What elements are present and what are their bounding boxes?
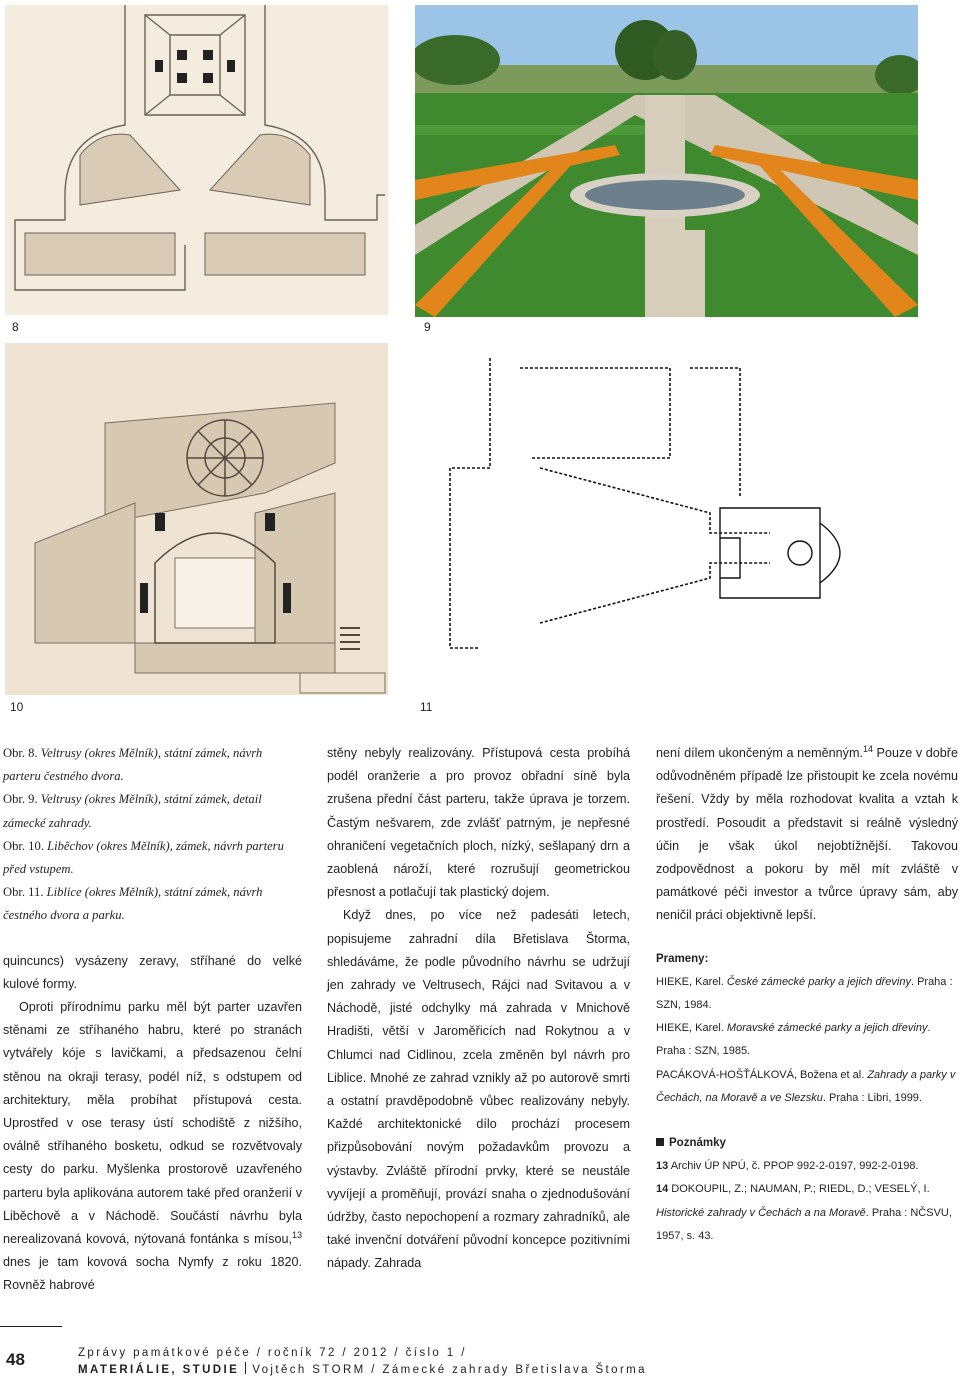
column-1-body (3, 950, 302, 1298)
caption-9: Obr. 9. Veltrusy (okres Mělník), státní zámek, detail zámecké zahrady. (3, 792, 262, 830)
paragraph: není dílem ukončeným a neměnným.$^{14}$ Pouze v dobře odůvodněném případě lze přistoupit ke zcela novému řešení. Vždy by měla rozhodovat kvalita a vztah k prostředí. Posoudit a představit si reálně výsledný účin je však úkol nejobtížnější. Takovou zodpovědnost a pokoru by měl mít zvláště v památkové péči investor a tvůrce úpravy sám, aby neničil práci objektivně lepší. (656, 743, 958, 923)
sources-heading: Prameny: (656, 952, 709, 965)
caption-10: Obr. 10. Liběchov (okres Mělník), zámek, návrh parteru před vstupem. (3, 838, 284, 877)
footnote-ref-14[interactable]: 14 (862, 743, 873, 754)
figure-9-garden-photo (415, 5, 918, 317)
footnote-14: 14 DOKOUPIL, Z.; NAUMAN, P.; RIEDL, D.; VESELÝ, I. Historické zahrady v Čechách a na Moravě. Praha : NČSVU, 1957, s. 43. (656, 1183, 952, 1242)
paragraph: quincuncs) vysázeny zeravy, stříhané do velké kulové formy. (3, 953, 302, 991)
footnote-13: 13 Archiv ÚP NPÚ, č. PPOP 992-2-0197, 992-2-0198. (656, 1160, 919, 1173)
paragraph: stěny nebyly realizovány. Přístupová cesta probíhá podél oranžerie a pro provoz obřadní síně byla zrušena přední část parteru, takže úprava je torzem. Častým nešvarem, zde zvlášť patrným, je nepřesné ohraničení vegetačních ploch, nízký, sešlapaný drn a zaoblená nároží, které rozrušují geometrickou přesnost a potlačují tak plastický dojem. (327, 746, 630, 900)
source-entry: HIEKE, Karel. České zámecké parky a jejich dřeviny. Praha : SZN, 1984. (656, 975, 953, 1012)
notes-heading: Poznámky (656, 1132, 958, 1155)
figure-10-number: 10 (10, 700, 24, 714)
figure-8-number: 8 (12, 320, 19, 334)
article-label: Vojtěch STORM / Zámecké zahrady Břetislava Štorma (252, 1364, 647, 1376)
figure-8-plan-drawing (5, 5, 388, 315)
figure-11-number: 11 (420, 700, 433, 714)
figure-10-drawing-svg (5, 343, 388, 695)
figure-8-drawing-svg (5, 5, 388, 315)
column-3-body (656, 742, 958, 928)
column-1 (3, 742, 302, 1298)
paragraph: Oproti přírodnímu parku měl být parter uzavřen stěnami ze stříhaného habru, které po stranách vytvářely kóje s lavičkami, a předsazenou čelní stěnou na okraji terasy, podél níž, s odstupem od architektury, měla probíhat přístupová cesta. Uprostřed v ose terasy ústí schodiště z nižšího, oválně stříhaného bosketu, odkud se rozvětvovaly cesty do parku. Myšlenka prostorově uzavřeného parteru byla aplikována autorem také před oranžerií v Liběchově a v Náchodě. Součástí návrhu byla nerealizovaná kovová, nýtovaná fontánka s mísou,$^{13}$ dnes je tam kovová socha Nymfy z roku 1820. Rovněž habrové (3, 1000, 302, 1293)
figure-9-photo-svg (415, 5, 918, 317)
figure-captions (3, 742, 302, 928)
figure-11-drawing-svg (440, 348, 905, 688)
source-entry: HIEKE, Karel. Moravské zámecké parky a jejich dřeviny. Praha : SZN, 1985. (656, 1022, 931, 1058)
paragraph: Když dnes, po více než padesáti letech, popisujeme zahradní díla Břetislava Štorma, shledáváme, že podle původního návrhu se udržují jen zahrady ve Veltrusech, Rájci nad Svitavou a v Náchodě, jisté odchylky má zahrada v Mnichově Hradišti, větší v Jaroměřicích nad Rokytnou a v Chlumci nad Cidlinou, zcela změněn byl návrh pro Liblice. Mnohé ze zahrad vznikly až po autorově smrti a ostatní pravděpodobně vůbec realizovány nebyly. Každé architektonické dílo prochází procesem přizpůsobování novým požadavkům provozu a výstavby. Zvláště přírodní prvky, které se neustále vyvíjejí a proměňují, provází snaha o zjednodušování údržby, často nepochopení a rozmary zahradníků, ale také invenční dotváření původní koncepce pozitivními nápady. Zahrada (327, 908, 630, 1271)
figure-11-plan-drawing (440, 348, 905, 688)
footnote-ref-13[interactable]: 13 (291, 1229, 302, 1240)
figure-10-plan-drawing (5, 343, 388, 695)
divider (245, 1362, 246, 1374)
figure-9-number: 9 (424, 320, 431, 334)
column-3 (656, 742, 958, 1248)
caption-11: Obr. 11. Liblice (okres Mělník), státní zámek, návrh čestného dvora a parku. (3, 885, 263, 923)
column-2 (327, 742, 630, 1276)
caption-8: Obr. 8. Veltrusy (okres Mělník), státní zámek, návrh parteru čestného dvora. (3, 746, 263, 784)
square-bullet-icon (656, 1138, 664, 1146)
section-label: MATERIÁLIE, STUDIE (78, 1364, 240, 1376)
journal-line: Zprávy památkové péče / ročník 72 / 2012 / číslo 1 / (78, 1347, 467, 1359)
page-number: 48 (6, 1350, 25, 1369)
footer-rule (0, 1326, 62, 1327)
source-entry: PACÁKOVÁ-HOŠŤÁLKOVÁ, Božena et al. Zahrady a parky v Čechách, na Moravě a ve Slezsku. Praha : Libri, 1999. (656, 1068, 956, 1104)
